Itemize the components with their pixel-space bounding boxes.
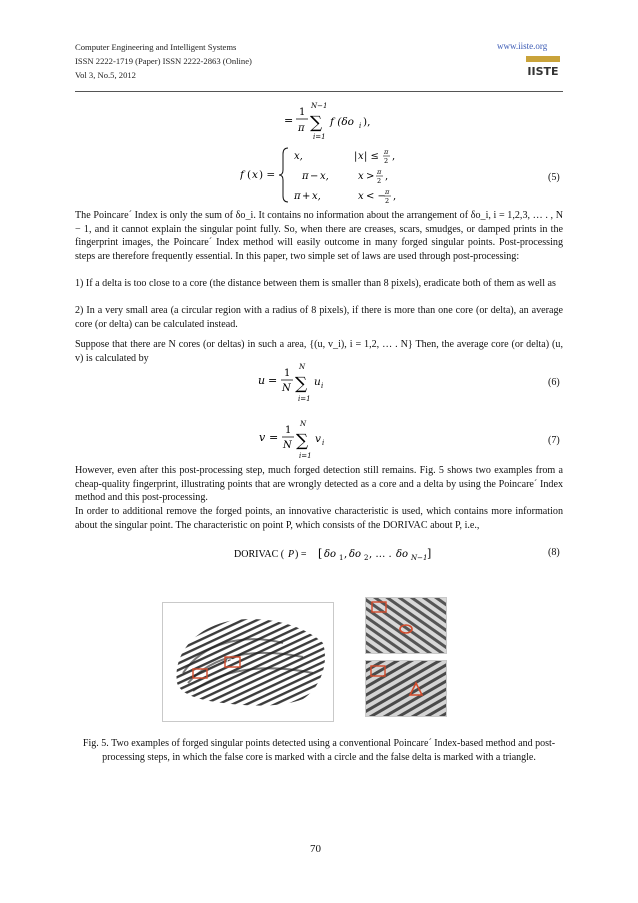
equation-8-number: (8): [548, 547, 560, 558]
volume-line: Vol 3, No.5, 2012: [75, 70, 136, 80]
paragraph-4: Suppose that there are N cores (or deltas) in such a area, {(u, v_i), i = 1,2, … . N} Then, the average core (or delta) (u, v) is calculated by: [75, 339, 563, 364]
svg-text:δo: δo: [324, 549, 337, 560]
zoom-false-delta: [365, 660, 447, 717]
svg-text:1: 1: [284, 368, 291, 379]
svg-text:[: [: [318, 547, 323, 560]
figure-caption: Fig. 5. Two examples of forged singular points detected using a conventional Poincare´ Index-based method and post-processing steps, in which the false core is marked with a circle and the false delta is marked with a triangle.: [82, 738, 556, 763]
svg-text:P: P: [288, 549, 295, 560]
svg-text:),: ),: [363, 116, 371, 128]
svg-text:, … .: , … .: [369, 549, 392, 560]
svg-text:,: ,: [385, 171, 389, 182]
svg-text:i: i: [359, 122, 362, 130]
svg-text:∑: ∑: [295, 374, 308, 394]
svg-text:N: N: [300, 420, 307, 428]
svg-text:x,: x,: [294, 151, 303, 162]
svg-text:DORIVAC (: DORIVAC (: [234, 549, 285, 560]
svg-text:,: ,: [393, 191, 397, 202]
svg-text:=: =: [269, 431, 279, 444]
svg-text:δo: δo: [349, 549, 362, 560]
svg-text:v: v: [259, 431, 266, 444]
zoom-false-core: [365, 597, 447, 654]
svg-text:2: 2: [364, 554, 369, 562]
svg-text:∑: ∑: [310, 113, 323, 133]
equation-continuation: [284, 100, 394, 142]
svg-text:f (δo: f (δo: [330, 116, 354, 128]
svg-text:2: 2: [377, 177, 382, 185]
paragraph-6: In order to additional remove the forged points, an innovative characteristic is used, which contains more information about the singular point. The characteristic on point P, which consists of the DORIVAC about P, i.e.,: [75, 506, 563, 531]
svg-text:i=1: i=1: [298, 395, 311, 403]
svg-text:,: ,: [392, 151, 396, 162]
equation-continuation-render: [284, 100, 394, 142]
svg-text:N: N: [283, 440, 292, 451]
svg-text:π: π: [377, 168, 382, 176]
equation-6-number: (6): [548, 377, 560, 388]
svg-text:2: 2: [385, 197, 390, 205]
svg-text:π: π: [384, 148, 389, 156]
svg-text:x: x: [358, 171, 364, 182]
svg-text:π: π: [298, 123, 305, 134]
svg-text:−: −: [310, 171, 319, 182]
svg-text:) =: ) =: [259, 169, 276, 181]
issn-line: ISSN 2222-1719 (Paper) ISSN 2222-2863 (Online): [75, 56, 252, 66]
svg-text:u: u: [314, 376, 321, 388]
svg-text:δo: δo: [396, 549, 409, 560]
svg-text:x: x: [358, 191, 364, 202]
svg-text:i=1: i=1: [313, 133, 326, 141]
iiste-logo: [526, 56, 560, 78]
svg-text:i: i: [322, 439, 325, 447]
svg-text:) =: ) =: [295, 549, 307, 560]
equation-8: [234, 545, 474, 563]
svg-text:∑: ∑: [296, 431, 309, 451]
svg-text:N: N: [282, 383, 291, 394]
svg-text:i=1: i=1: [299, 452, 312, 460]
journal-name: Computer Engineering and Intelligent Systems: [75, 42, 237, 52]
equation-5: [240, 145, 410, 205]
svg-text:N−1: N−1: [411, 554, 428, 562]
svg-text:+: +: [302, 191, 311, 202]
svg-text:< −: < −: [366, 191, 386, 202]
fingerprint-image-full: [162, 602, 334, 722]
svg-text:2: 2: [384, 157, 389, 165]
svg-text:| ≤: | ≤: [364, 151, 379, 162]
svg-text:|: |: [354, 151, 358, 162]
svg-text:x,: x,: [312, 191, 321, 202]
svg-text:u: u: [258, 374, 266, 387]
equation-5-number: (5): [548, 172, 560, 183]
svg-text:π: π: [302, 171, 309, 182]
svg-text:N−1: N−1: [311, 102, 328, 110]
svg-text:v: v: [315, 433, 321, 445]
paragraph-1: The Poincare´ Index is only the sum of δo_i. It contains no information about the arrangement of δo_i, i = 1,2,3, … . , N − 1, and it cannot explain the singular point fully. So, when there are creases, scars, smudges, or damped prints in the fingerprint images, the Poincare´ Index method will easily outcome in many forged singular points. Post-processing steps are therefore frequently essential. In this paper, two simple set of laws are used through post-processing:: [75, 210, 563, 262]
svg-text:1: 1: [285, 425, 292, 436]
equation-6: [258, 362, 358, 406]
svg-text:]: ]: [427, 547, 432, 560]
svg-text:=: =: [284, 114, 294, 127]
svg-text:x,: x,: [320, 171, 329, 182]
svg-text:1: 1: [339, 554, 344, 562]
svg-text:,: ,: [344, 549, 348, 560]
paragraph-3: 2) In a very small area (a circular region with a radius of 8 pixels), if there is more than one core (or delta), an average core (or delta) can be calculated instead.: [75, 305, 563, 330]
svg-text:i: i: [321, 382, 324, 390]
equation-7-number: (7): [548, 435, 560, 446]
header-rule: [75, 91, 563, 92]
svg-text:x: x: [358, 151, 364, 162]
paragraph-2: 1) If a delta is too close to a core (the distance between them is smaller than 8 pixels), eradicate both of them as well as: [75, 278, 556, 289]
paragraph-5: However, even after this post-processing step, much forged detection still remains. Fig. 5 shows two examples from a cheap-quality fingerprint, illustrating points that are wrongly detected as a core and a delta by using the Poincare´ Index method and this post-processing.: [75, 465, 563, 504]
svg-text:1: 1: [299, 107, 306, 118]
journal-website-link[interactable]: www.iiste.org: [497, 41, 548, 51]
svg-text:f: f: [240, 169, 244, 181]
svg-text:N: N: [299, 363, 306, 371]
svg-text:x: x: [252, 169, 258, 181]
equation-7: [259, 419, 359, 463]
page-number: 70: [310, 843, 321, 855]
svg-text:>: >: [366, 171, 375, 182]
svg-text:(: (: [247, 169, 252, 181]
svg-text:π: π: [294, 191, 301, 202]
logo-text: IISTE: [527, 65, 559, 78]
svg-text:π: π: [385, 188, 390, 196]
svg-text:=: =: [268, 374, 278, 387]
